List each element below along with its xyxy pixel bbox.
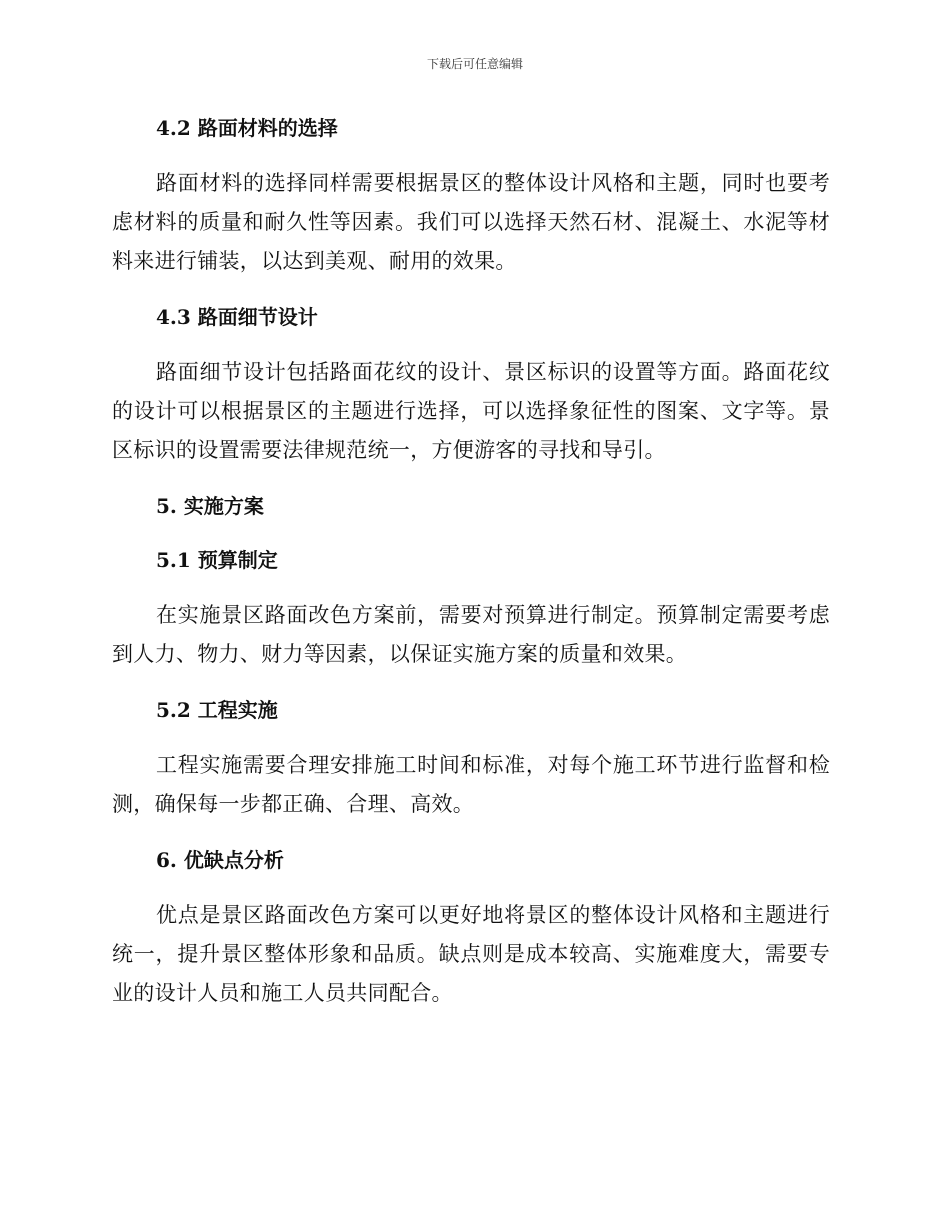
header-note: 下载后可任意编辑 (426, 57, 523, 71)
heading-5: 5. 实施方案 (156, 494, 264, 518)
heading-4-3: 4.3 路面细节设计 (156, 305, 318, 329)
document-body (112, 110, 830, 1013)
heading-6: 6. 优缺点分析 (156, 848, 284, 872)
paragraph-4-2: 路面材料的选择同样需要根据景区的整体设计风格和主题，同时也要考虑材料的质量和耐久性等因素。我们可以选择天然石材、混凝土、水泥等材料来进行铺装，以达到美观、耐用的效果。 (112, 171, 830, 273)
paragraph-5-2: 工程实施需要合理安排施工时间和标准，对每个施工环节进行监督和检测，确保每一步都正确、合理、高效。 (112, 753, 830, 816)
heading-5-1: 5.1 预算制定 (156, 548, 278, 572)
heading-5-2: 5.2 工程实施 (156, 698, 278, 722)
paragraph-4-3: 路面细节设计包括路面花纹的设计、景区标识的设置等方面。路面花纹的设计可以根据景区的主题进行选择，可以选择象征性的图案、文字等。景区标识的设置需要法律规范统一，方便游客的寻找和导引。 (112, 360, 830, 462)
paragraph-5-1: 在实施景区路面改色方案前，需要对预算进行制定。预算制定需要考虑到人力、物力、财力等因素，以保证实施方案的质量和效果。 (112, 603, 830, 666)
heading-4-2: 4.2 路面材料的选择 (156, 116, 338, 140)
paragraph-6: 优点是景区路面改色方案可以更好地将景区的整体设计风格和主题进行统一，提升景区整体形象和品质。缺点则是成本较高、实施难度大，需要专业的设计人员和施工人员共同配合。 (112, 903, 830, 1005)
